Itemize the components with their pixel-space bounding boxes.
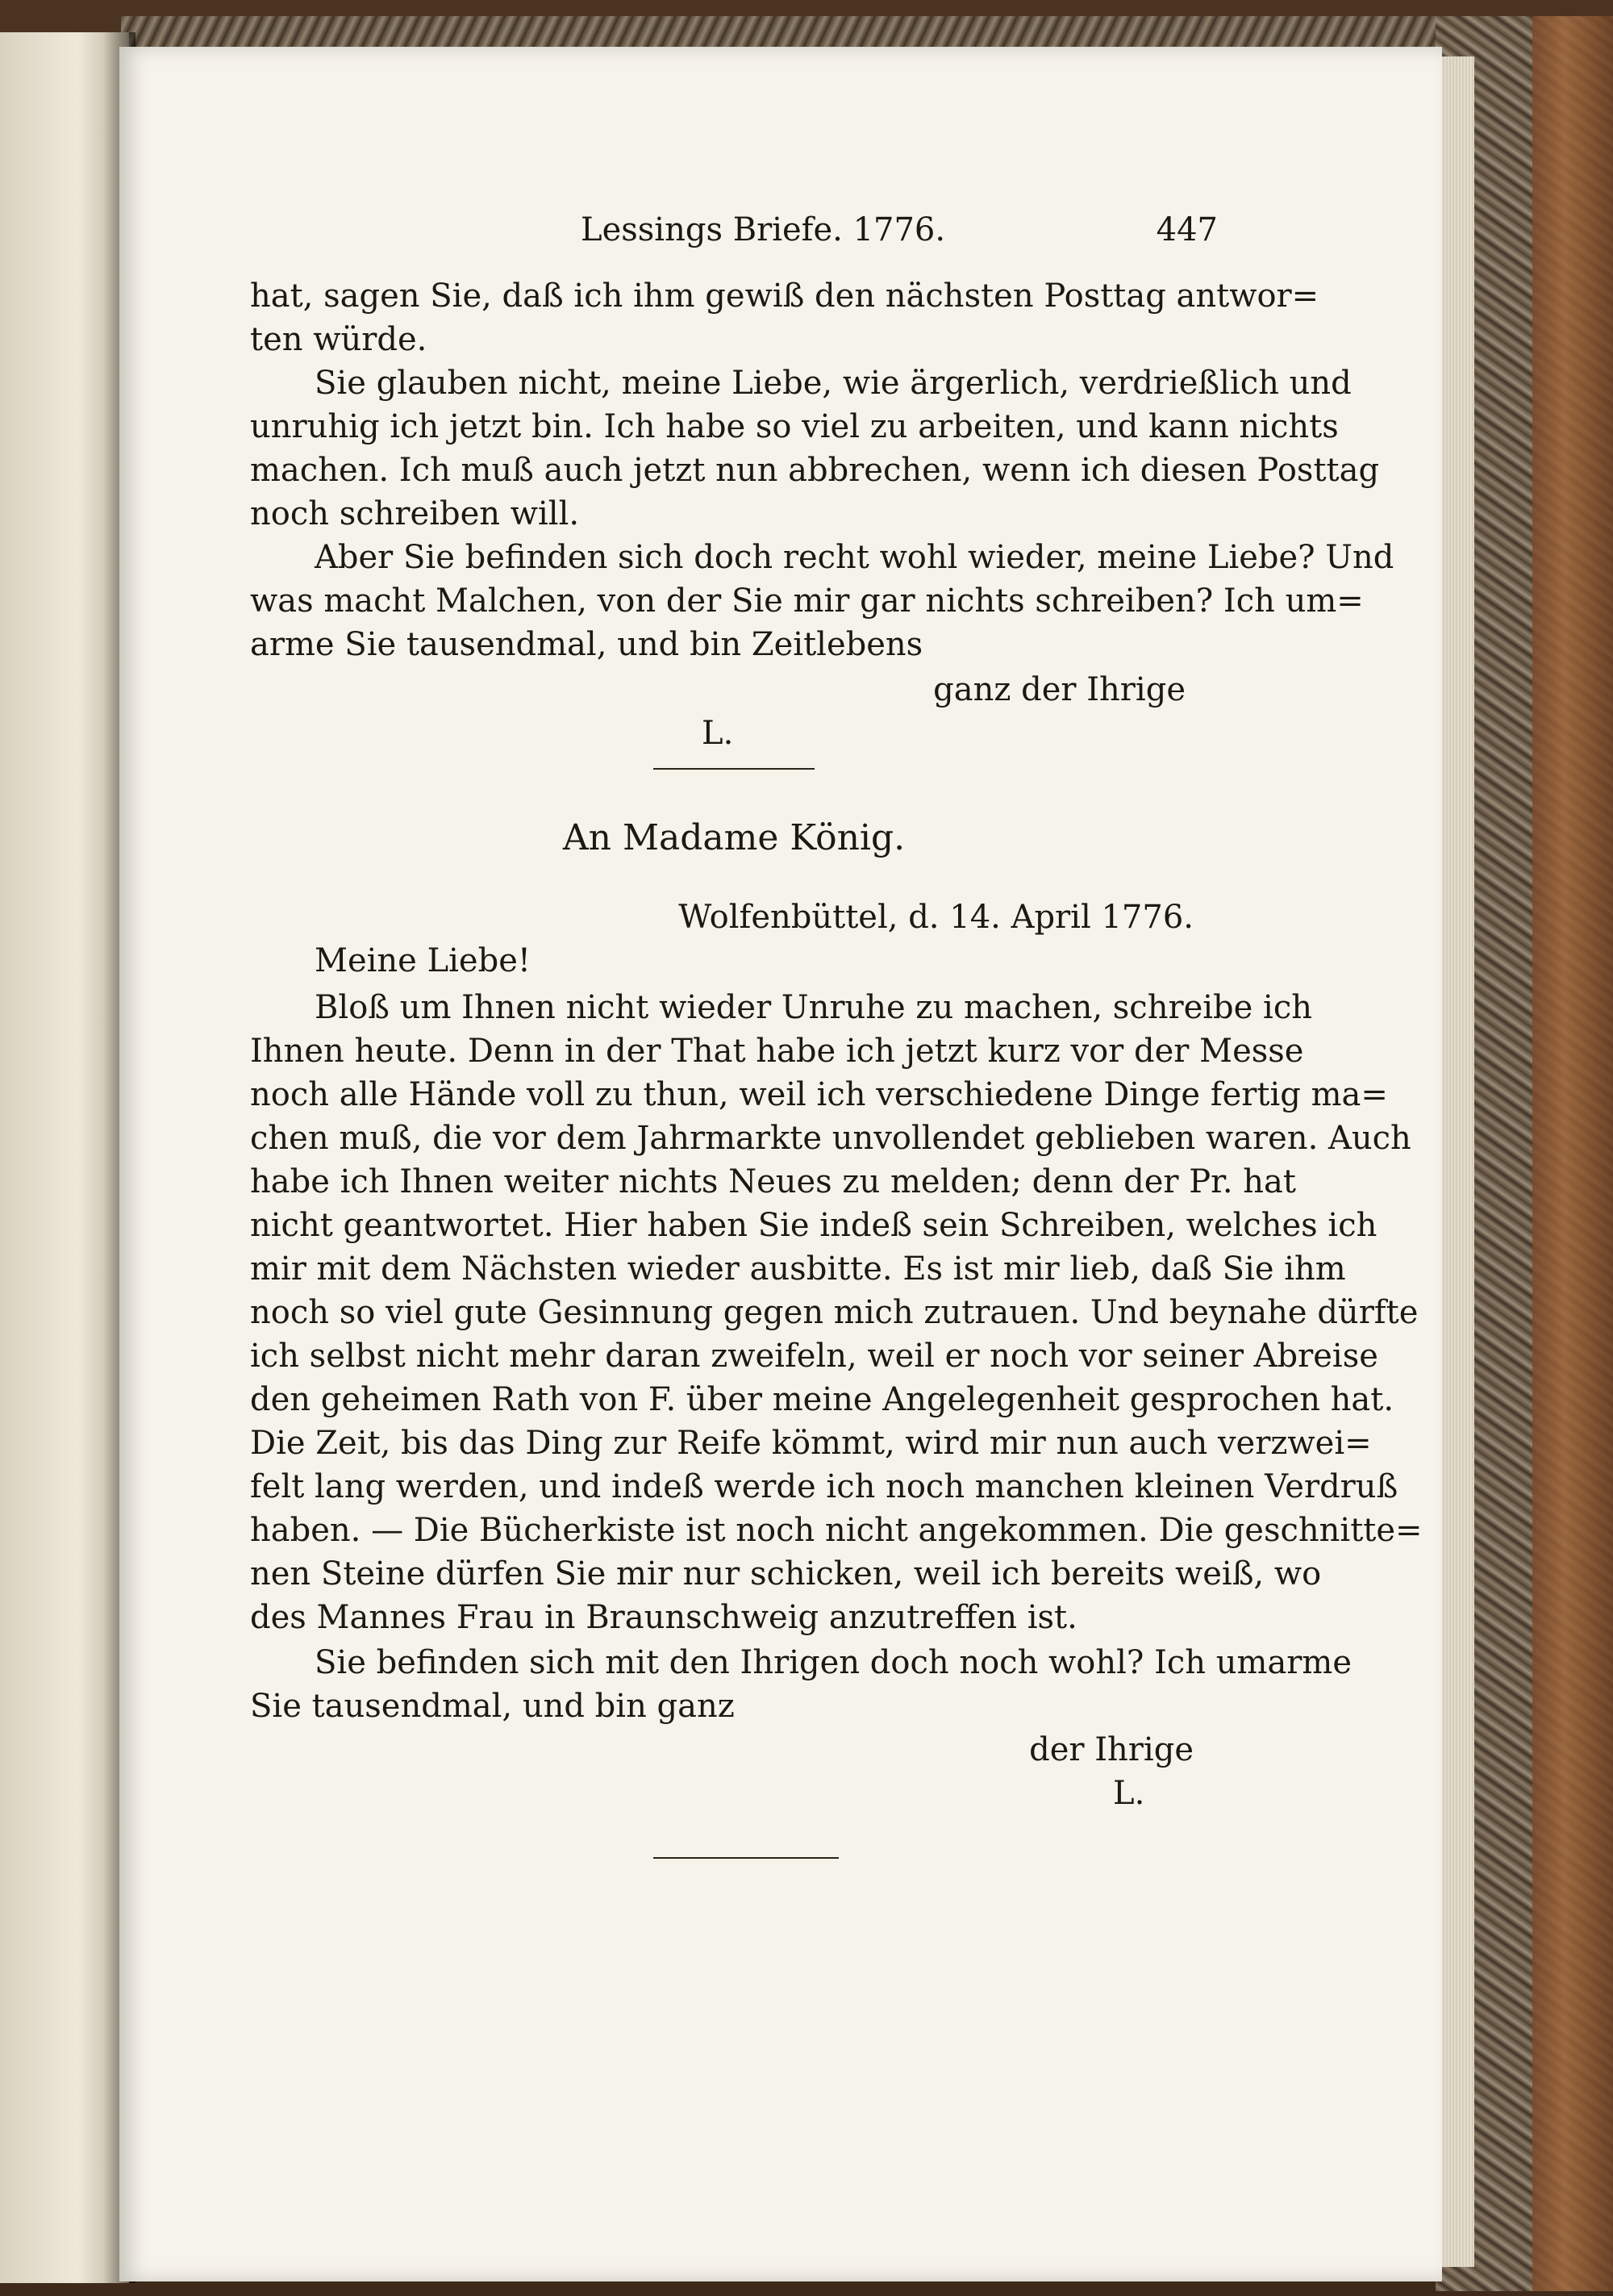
letter2-heading: An Madame König.	[562, 817, 906, 858]
letter1-closing: ganz der Ihrige	[933, 671, 1186, 708]
text-line: noch schreiben will.	[250, 495, 580, 532]
text-line: habe ich Ihnen weiter nichts Neues zu melden; denn der Pr. hat	[250, 1163, 1296, 1200]
text-line: Die Zeit, bis das Ding zur Reife kömmt, wird mir nun auch verzwei=	[250, 1425, 1372, 1462]
text-line: haben. — Die Bücherkiste ist noch nicht angekommen. Die geschnitte=	[250, 1512, 1423, 1549]
text-line: hat, sagen Sie, daß ich ihm gewiß den nächsten Posttag antwor=	[250, 278, 1319, 315]
text-line: Aber Sie befinden sich doch recht wohl wieder, meine Liebe? Und	[315, 539, 1394, 576]
text-line: felt lang werden, und indeß werde ich noch manchen kleinen Verdruß	[250, 1468, 1398, 1505]
section-divider	[653, 768, 815, 770]
text-line: noch alle Hände voll zu thun, weil ich verschiedene Dinge fertig ma=	[250, 1076, 1388, 1113]
text-line: noch so viel gute Gesinnung gegen mich zutrauen. Und beynahe dürfte	[250, 1294, 1419, 1331]
letter2-salutation: Meine Liebe!	[315, 942, 531, 979]
text-line: chen muß, die vor dem Jahrmarkte unvollendet geblieben waren. Auch	[250, 1120, 1411, 1157]
text-line: machen. Ich muß auch jetzt nun abbrechen, wenn ich diesen Posttag	[250, 452, 1380, 489]
text-line: nicht geantwortet. Hier haben Sie indeß sein Schreiben, welches ich	[250, 1207, 1378, 1244]
text-line: Ihnen heute. Denn in der That habe ich jetzt kurz vor der Messe	[250, 1033, 1304, 1070]
running-head-title: Lessings Briefe. 1776.	[581, 211, 946, 248]
text-line: nen Steine dürfen Sie mir nur schicken, weil ich bereits weiß, wo	[250, 1555, 1322, 1593]
running-head	[250, 211, 1218, 260]
text-line: Sie befinden sich mit den Ihrigen doch noch wohl? Ich umarme	[315, 1644, 1353, 1681]
letter2-signature: L.	[1113, 1775, 1145, 1812]
text-line: Sie tausendmal, und bin ganz	[250, 1688, 735, 1725]
text-line: Bloß um Ihnen nicht wieder Unruhe zu machen, schreibe ich	[315, 989, 1312, 1026]
text-line: Sie glauben nicht, meine Liebe, wie ärgerlich, verdrießlich und	[315, 365, 1352, 402]
letter2-dateline: Wolfenbüttel, d. 14. April 1776.	[678, 899, 1194, 936]
text-line: des Mannes Frau in Braunschweig anzutreffen ist.	[250, 1599, 1077, 1636]
text-line: was macht Malchen, von der Sie mir gar nichts schreiben? Ich um=	[250, 582, 1364, 620]
letter2-closing: der Ihrige	[1029, 1731, 1194, 1768]
leather-spine-strip	[1532, 16, 1613, 2291]
text-line: unruhig ich jetzt bin. Ich habe so viel zu arbeiten, und kann nichts	[250, 408, 1339, 445]
letter1-signature: L.	[702, 715, 734, 752]
page-edge-stack	[1442, 56, 1474, 2267]
end-divider	[653, 1857, 839, 1859]
text-line: mir mit dem Nächsten wieder ausbitte. Es ist mir lieb, daß Sie ihm	[250, 1250, 1346, 1288]
text-line: ten würde.	[250, 321, 427, 358]
text-line: arme Sie tausendmal, und bin Zeitlebens	[250, 626, 923, 663]
page-number: 447	[1156, 211, 1218, 248]
marbled-top-edge	[121, 16, 1548, 48]
text-line: ich selbst nicht mehr daran zweifeln, weil er noch vor seiner Abreise	[250, 1338, 1378, 1375]
text-line: den geheimen Rath von F. über meine Angelegenheit gesprochen hat.	[250, 1381, 1394, 1418]
